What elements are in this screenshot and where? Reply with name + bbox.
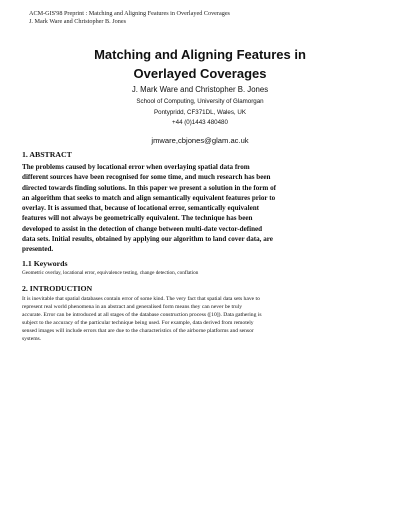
email-address: jmware,cbjones@glam.ac.uk — [151, 136, 249, 145]
introduction-line: accurate. Error can be introduced at all stages of the database construction process ([10]). Data gathering is — [22, 311, 262, 318]
abstract-line: presented. — [22, 245, 54, 254]
introduction-heading: 2. INTRODUCTION — [22, 284, 93, 293]
abstract-line: developed to assist in the detection of change between multi-date vector-defined — [22, 224, 263, 233]
introduction-body — [22, 296, 377, 343]
affiliation-line: Pontypridd, CF371DL, Wales, UK — [154, 108, 246, 116]
abstract-line: an algorithm that seeks to match and align semantically equivalent features prior to — [22, 193, 276, 202]
introduction-line: It is inevitable that spatial databases contain error of some kind. The very fact that spatial data sets have to — [22, 296, 260, 302]
abstract-line: features will not always be geometrically equivalent. The technique has been — [22, 214, 253, 223]
running-head — [29, 10, 230, 26]
title-line: Matching and Aligning Features in — [94, 47, 306, 62]
authors: J. Mark Ware and Christopher B. Jones — [131, 85, 269, 94]
abstract-body — [22, 162, 377, 255]
abstract-line: overlay. It is assumed that, because of locational error, semantically equivalent — [22, 204, 260, 213]
abstract-line: The problems caused by locational error when overlaying spatial data from — [22, 163, 250, 171]
abstract-heading: 1. ABSTRACT — [22, 150, 72, 159]
running-head-line: ACM-GIS'98 Preprint : Matching and Aligning Features in Overlayed Coverages — [29, 10, 230, 17]
abstract-line: directed towards finding solutions. In this paper we present a solution in the form of — [22, 183, 277, 192]
affiliation — [0, 97, 400, 129]
abstract-line: data sets. Initial results, obtained by applying our algorithm to land cover data, are — [22, 235, 273, 244]
keywords-heading: 1.1 Keywords — [22, 259, 68, 268]
title-line: Overlayed Coverages — [133, 66, 267, 81]
introduction-line: systems. — [22, 335, 42, 342]
keywords-text: Geometric overlay, locational error, equivalence testing, change detection, conflation — [22, 270, 199, 276]
introduction-line: represent real world phenomena in an abstract and generalised form means they can never be truly — [22, 303, 243, 310]
introduction-line: subject to the accuracy of the particular technique being used. For example, data derived from remotely — [22, 319, 254, 326]
affiliation-line: +44 (0)1443 480480 — [172, 119, 228, 127]
running-head-line: J. Mark Ware and Christopher B. Jones — [29, 18, 126, 25]
affiliation-line: School of Computing, University of Glamorgan — [136, 98, 264, 105]
abstract-line: different sources have been recognised for some time, and much research has been — [22, 173, 271, 182]
paper-title — [0, 45, 400, 83]
introduction-line: sensed images will include errors that are due to the characteristics of the airborne platforms and sensor — [22, 327, 254, 334]
